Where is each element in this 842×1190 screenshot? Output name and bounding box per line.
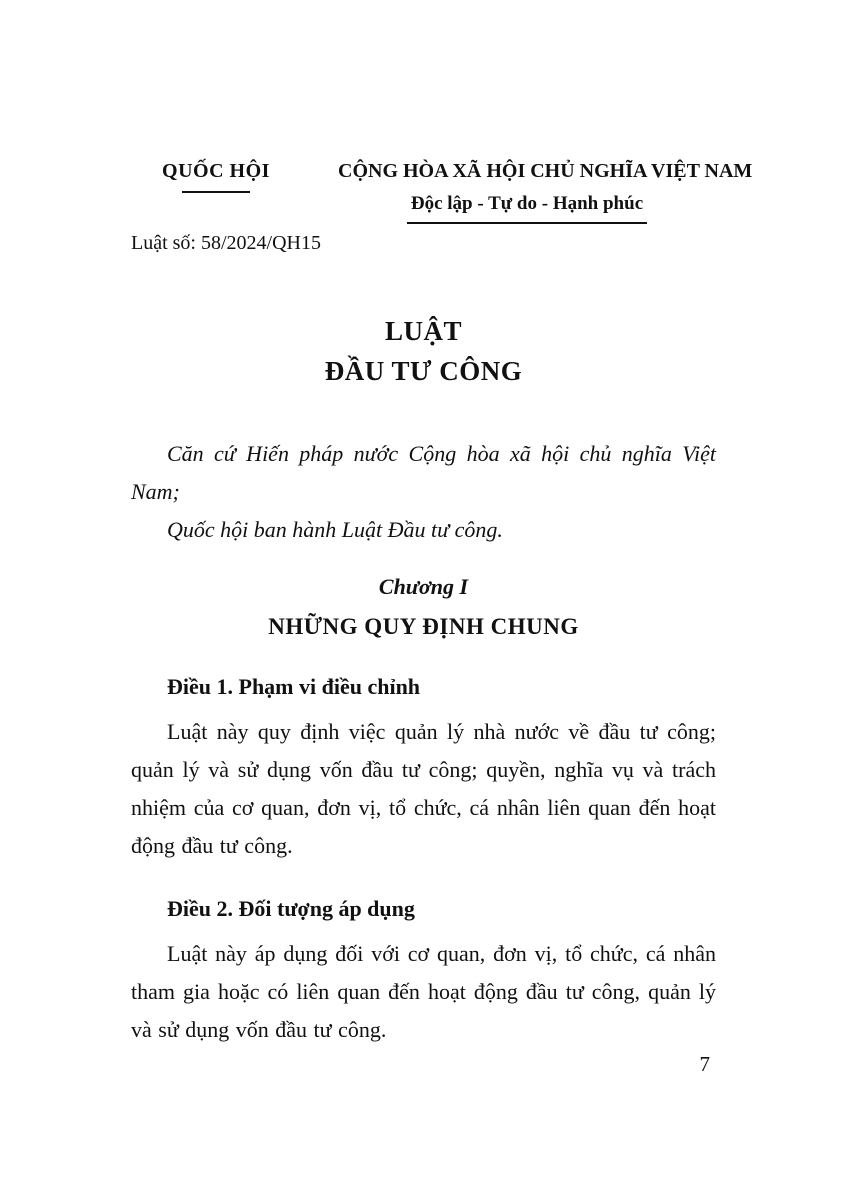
- national-header: [131, 160, 753, 224]
- national-title-block: [338, 160, 753, 224]
- document-title-line-1: LUẬT: [384, 316, 462, 346]
- issuing-authority: QUỐC HỘI: [162, 160, 270, 182]
- preamble: [131, 435, 716, 549]
- article-2-heading: Điều 2. Đối tượng áp dụng: [167, 896, 415, 921]
- chapter-title: NHỮNG QUY ĐỊNH CHUNG: [268, 614, 579, 639]
- page-number: 7: [699, 1052, 710, 1076]
- article-2-body: Luật này áp dụng đối với cơ quan, đơn vị, tổ chức, cá nhân tham gia hoặc có liên quan đến hoạt động đầu tư công, quản lý và sử dụng vốn đầu tư công.: [131, 941, 716, 1042]
- preamble-enactment: Quốc hội ban hành Luật Đầu tư công.: [167, 517, 503, 542]
- article-1-heading: Điều 1. Phạm vi điều chỉnh: [167, 674, 421, 699]
- document-title-line-2: ĐẦU TƯ CÔNG: [324, 356, 523, 386]
- chapter-number: Chương I: [378, 574, 469, 599]
- document-title: [131, 311, 716, 391]
- authority-underline: [182, 191, 250, 193]
- article-1-body: Luật này quy định việc quản lý nhà nước về đầu tư công; quản lý và sử dụng vốn đầu tư công; quyền, nghĩa vụ và trách nhiệm của cơ quan, đơn vị, tổ chức, cá nhân liên quan đến hoạt động đầu tư công.: [131, 719, 716, 858]
- law-number: Luật số: 58/2024/QH15: [131, 232, 321, 254]
- article-1: [131, 671, 716, 865]
- issuing-authority-block: [131, 160, 301, 193]
- national-title: CỘNG HÒA XÃ HỘI CHỦ NGHĨA VIỆT NAM: [338, 160, 753, 182]
- preamble-recital: Căn cứ Hiến pháp nước Cộng hòa xã hội chủ nghĩa Việt Nam;: [131, 441, 716, 504]
- national-motto: Độc lập - Tự do - Hạnh phúc: [407, 193, 647, 224]
- chapter-heading: [131, 571, 716, 643]
- article-2: [131, 893, 716, 1049]
